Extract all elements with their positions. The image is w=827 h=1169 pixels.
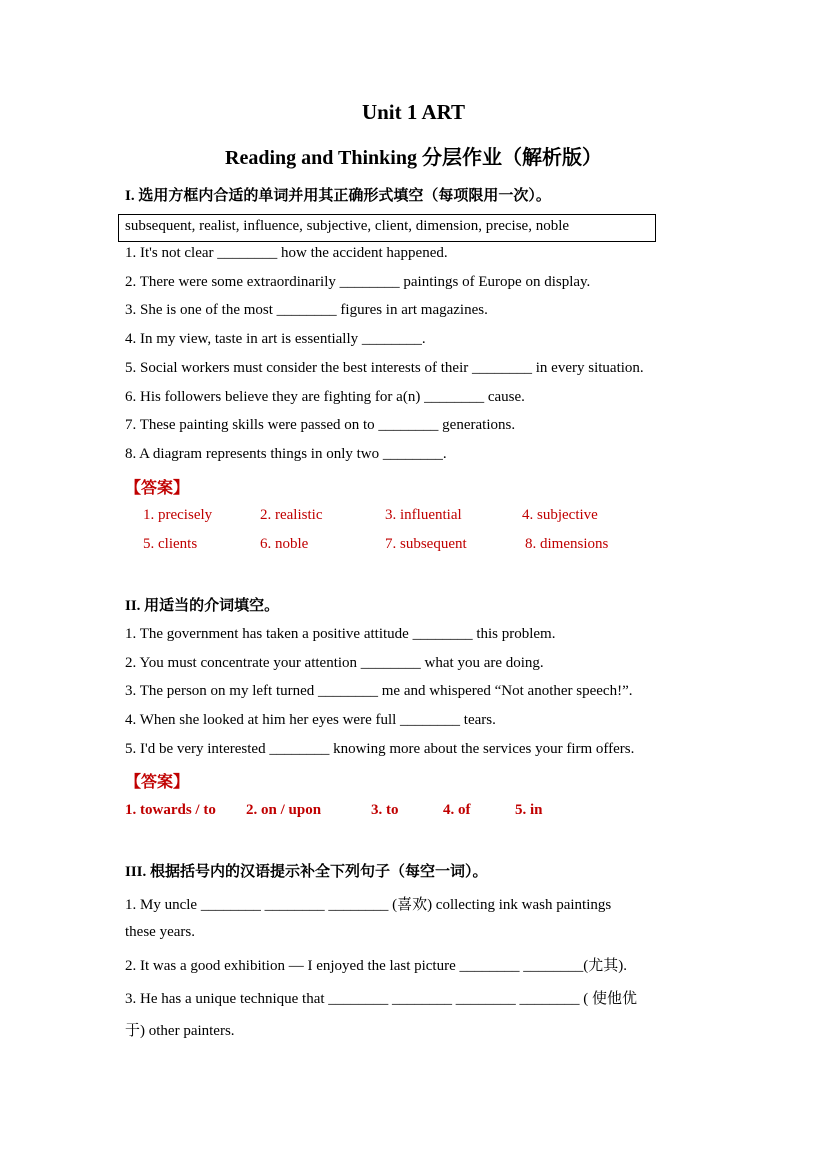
question-line: 8. A diagram represents things in only two ________. [125, 446, 447, 462]
answer-item: 3. influential [385, 507, 462, 523]
section-2-heading: II. 用适当的介词填空。 [125, 598, 280, 614]
question-line: 2. You must concentrate your attention ________ what you are doing. [125, 655, 544, 671]
answer-item: 8. dimensions [525, 536, 609, 552]
question-line: these years. [125, 924, 195, 940]
answer-item: 1. towards / to [125, 802, 216, 818]
question-line: 2. There were some extraordinarily ________ paintings of Europe on display. [125, 274, 591, 290]
answer-item: 5. in [515, 802, 543, 818]
answer-label: 【答案】 [125, 480, 190, 497]
word-box-text: subsequent, realist, influence, subjective, client, dimension, precise, noble [125, 218, 570, 234]
question-line: 4. In my view, taste in art is essentially ________. [125, 331, 426, 347]
answer-item: 4. of [443, 802, 471, 818]
question-line: 5. I'd be very interested ________ knowing more about the services your firm offers. [125, 741, 635, 757]
question-line: 2. It was a good exhibition — I enjoyed the last picture ________ ________(尤其). [125, 958, 627, 974]
question-line: 3. She is one of the most ________ figures in art magazines. [125, 302, 488, 318]
answer-item: 3. to [371, 802, 399, 818]
answer-item: 4. subjective [522, 507, 598, 523]
answer-item: 1. precisely [143, 507, 213, 523]
question-line: 3. The person on my left turned ________ me and whispered “Not another speech!”. [125, 683, 633, 699]
section-3-heading: III. 根据括号内的汉语提示补全下列句子（每空一词）。 [125, 864, 488, 880]
answer-item: 2. realistic [260, 507, 323, 523]
answer-label: 【答案】 [125, 774, 190, 791]
question-line: 6. His followers believe they are fighting for a(n) ________ cause. [125, 389, 525, 405]
question-line: 3. He has a unique technique that ________ ________ ________ ________ ( 使他优 [125, 991, 638, 1007]
question-line: 4. When she looked at him her eyes were full ________ tears. [125, 712, 496, 728]
section-1-heading: I. 选用方框内合适的单词并用其正确形式填空（每项限用一次）。 [125, 188, 551, 204]
word-box [118, 214, 656, 242]
question-line: 5. Social workers must consider the best interests of their ________ in every situation. [125, 360, 644, 376]
document-title: Unit 1 ART [361, 100, 466, 124]
answer-item: 6. noble [260, 536, 309, 552]
question-line: 1. The government has taken a positive attitude ________ this problem. [125, 626, 556, 642]
answer-item: 2. on / upon [246, 802, 322, 818]
document-subtitle: Reading and Thinking 分层作业（解析版） [225, 147, 602, 169]
question-line: 1. My uncle ________ ________ ________ (喜欢) collecting ink wash paintings [125, 897, 612, 913]
question-line: 于) other painters. [125, 1023, 235, 1039]
answer-item: 5. clients [143, 536, 198, 552]
question-line: 7. These painting skills were passed on to ________ generations. [125, 417, 516, 433]
question-line: 1. It's not clear ________ how the accident happened. [125, 245, 448, 261]
answer-item: 7. subsequent [385, 536, 467, 552]
